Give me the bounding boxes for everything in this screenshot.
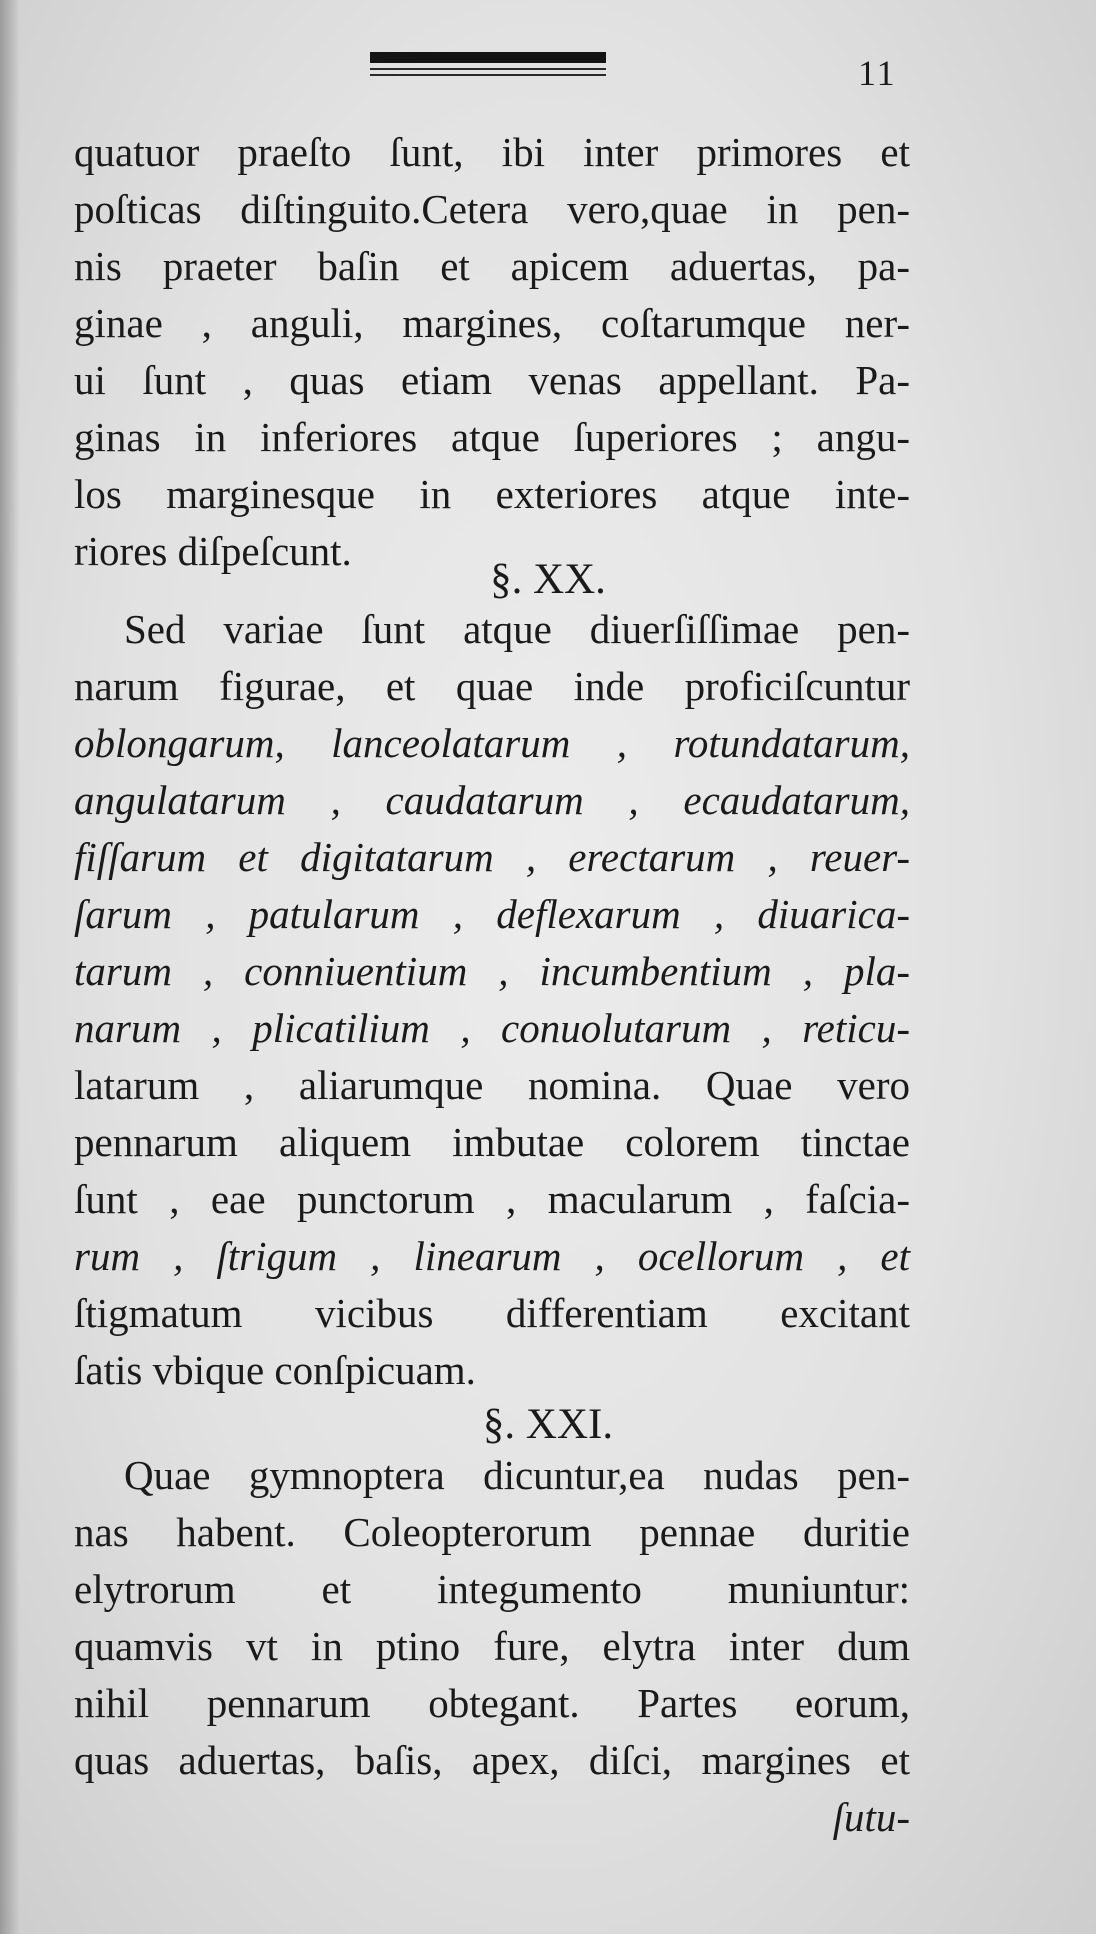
- page-number: 11: [858, 53, 897, 93]
- text-line: nis praeter baſin et apicem aduertas, pa-: [74, 243, 910, 289]
- text-line: pennarum aliquem imbutae colorem tinctae: [74, 1119, 910, 1165]
- text-line: angulatarum , caudatarum , ecaudatarum,: [74, 777, 910, 823]
- header-ornamental-rule: [370, 52, 606, 82]
- text-line: ſtigmatum vicibus differentiam excitant: [74, 1290, 910, 1336]
- text-line: ſatis vbique conſpicuam.: [74, 1347, 476, 1393]
- text-line: los marginesque in exteriores atque inte-: [74, 471, 910, 517]
- text-line: latarum , aliarumque nomina. Quae vero: [74, 1062, 910, 1108]
- text-line: tarum , conniuentium , incumbentium , pla-: [74, 948, 910, 994]
- text-line: elytrorum et integumento muniuntur:: [74, 1566, 910, 1612]
- text-line: nihil pennarum obtegant. Partes eorum,: [74, 1680, 910, 1726]
- text-line: ui ſunt , quas etiam venas appellant. Pa-: [74, 357, 910, 403]
- text-line: ginae , anguli, margines, coſtarumque ner-: [74, 300, 910, 346]
- text-line: oblongarum, lanceolatarum , rotundatarum,: [74, 720, 910, 766]
- text-line: ſunt , eae punctorum , macularum , faſcia-: [74, 1176, 910, 1222]
- text-line: ginas in inferiores atque ſuperiores ; angu-: [74, 414, 910, 460]
- text-line: rum , ſtrigum , linearum , ocellorum , et: [74, 1233, 910, 1279]
- text-line: ſarum , patularum , deflexarum , diuarica-: [74, 891, 910, 937]
- text-line: narum figurae, et quae inde proficiſcuntur: [74, 663, 910, 709]
- text-line: quamvis vt in ptino fure, elytra inter dum: [74, 1623, 910, 1669]
- text-line: Quae gymnoptera dicuntur,ea nudas pen-: [124, 1452, 910, 1498]
- text-line: fiſſarum et digitatarum , erectarum , reuer-: [74, 834, 910, 880]
- text-line: poſticas diſtinguito.Cetera vero,quae in pen-: [74, 186, 910, 232]
- text-line: quas aduertas, baſis, apex, diſci, margines et: [74, 1737, 910, 1783]
- text-line: narum , plicatilium , conuolutarum , reticu-: [74, 1005, 910, 1051]
- text-line: riores diſpeſcunt.: [74, 528, 352, 574]
- text-line: quatuor praeſto ſunt, ibi inter primores et: [74, 129, 910, 175]
- gutter-shadow: [0, 0, 20, 1934]
- section-heading-xxi: §. XXI.: [482, 1401, 614, 1448]
- section-heading-xx: §. XX.: [490, 556, 606, 603]
- catchword: ſutu-: [832, 1794, 910, 1840]
- text-line: Sed variae ſunt atque diuerſiſſimae pen-: [124, 606, 910, 652]
- text-line: nas habent. Coleopterorum pennae duritie: [74, 1509, 910, 1555]
